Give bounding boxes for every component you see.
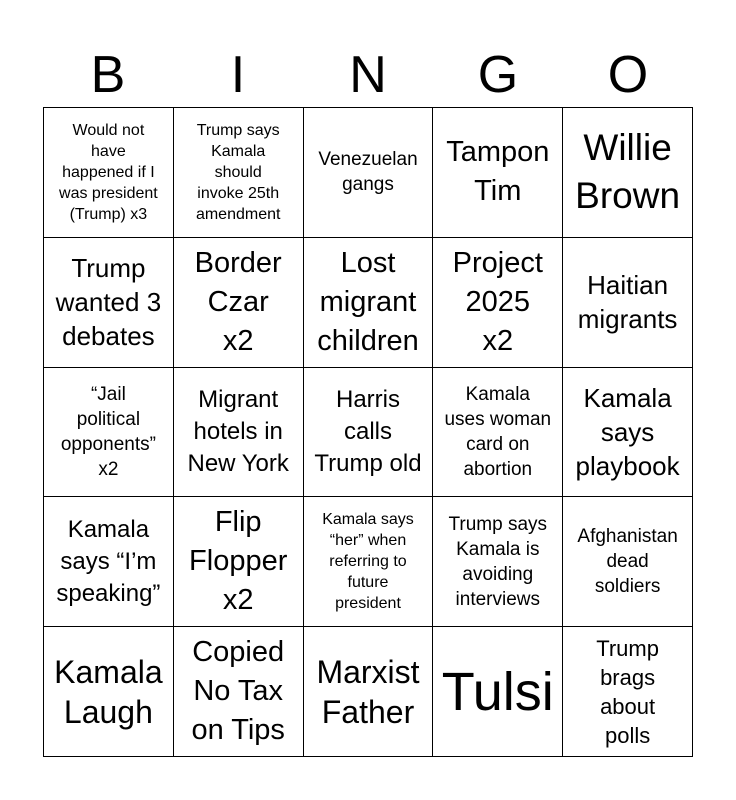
bingo-cell[interactable] [44,497,174,627]
header-letter-o: O [607,46,649,104]
bingo-cell[interactable] [174,238,304,368]
bingo-cell[interactable] [563,497,693,627]
cell-text: Kamala says “I’m speaking” [56,515,161,607]
cell-text: Venezuelan gangs [318,149,418,196]
bingo-cell[interactable] [563,108,693,238]
header-letter-b: B [90,46,126,104]
bingo-cell[interactable] [433,108,563,238]
cell-text: Tulsi [441,661,554,722]
cell-text: Kamala uses woman card on abortion [444,383,552,480]
bingo-cell[interactable] [304,108,434,238]
cell-text: Would not have happened if I was president (Trump) x3 [59,121,158,223]
cell-text: Flip Flopper x2 [189,506,288,617]
bingo-cell[interactable] [304,497,434,627]
bingo-board [43,107,693,757]
bingo-cell[interactable] [563,368,693,498]
bingo-cell[interactable] [304,627,434,757]
cell-text: Harris calls Trump old [314,385,422,477]
bingo-cell[interactable] [44,108,174,238]
bingo-cell[interactable] [174,497,304,627]
header-letter-n: N [349,46,387,104]
bingo-cell[interactable] [44,368,174,498]
cell-text: Haitian migrants [577,270,678,335]
header-letter-g: G [477,46,519,104]
bingo-cell[interactable] [433,368,563,498]
cell-text: “Jail political opponents” x2 [60,383,156,480]
cell-text: Marxist Father [316,653,420,730]
bingo-cell[interactable] [174,368,304,498]
bingo-cell[interactable] [304,368,434,498]
cell-text: Kamala Laugh [54,653,163,730]
cell-text: Border Czar x2 [194,246,282,357]
cell-text: Trump brags about polls [596,635,659,748]
bingo-header [43,44,693,106]
bingo-cell[interactable] [174,627,304,757]
cell-text: Willie Brown [575,127,681,217]
cell-text: Migrant hotels in New York [187,385,289,477]
cell-text: Afghanistan dead soldiers [577,526,678,598]
cell-text: Kamala says “her” when referring to future president [322,511,414,613]
cell-text: Tampon Tim [446,136,550,208]
cell-text: Copied No Tax on Tips [191,636,285,747]
cell-text: Kamala says playbook [575,382,680,481]
bingo-cell[interactable] [433,497,563,627]
bingo-cell[interactable] [563,627,693,757]
bingo-cell[interactable] [433,627,563,757]
header-letter-i: I [230,46,246,104]
cell-text: Trump says Kamala should invoke 25th amendment [195,121,281,223]
cell-text: Trump wanted 3 debates [55,253,162,352]
bingo-cell[interactable] [563,238,693,368]
cell-text: Project 2025 x2 [452,246,543,357]
bingo-cell[interactable] [304,238,434,368]
bingo-cell[interactable] [433,238,563,368]
bingo-cell[interactable] [44,627,174,757]
cell-text: Lost migrant children [317,246,419,357]
cell-text: Trump says Kamala is avoiding interviews [448,513,548,610]
bingo-cell[interactable] [44,238,174,368]
bingo-cell[interactable] [174,108,304,238]
